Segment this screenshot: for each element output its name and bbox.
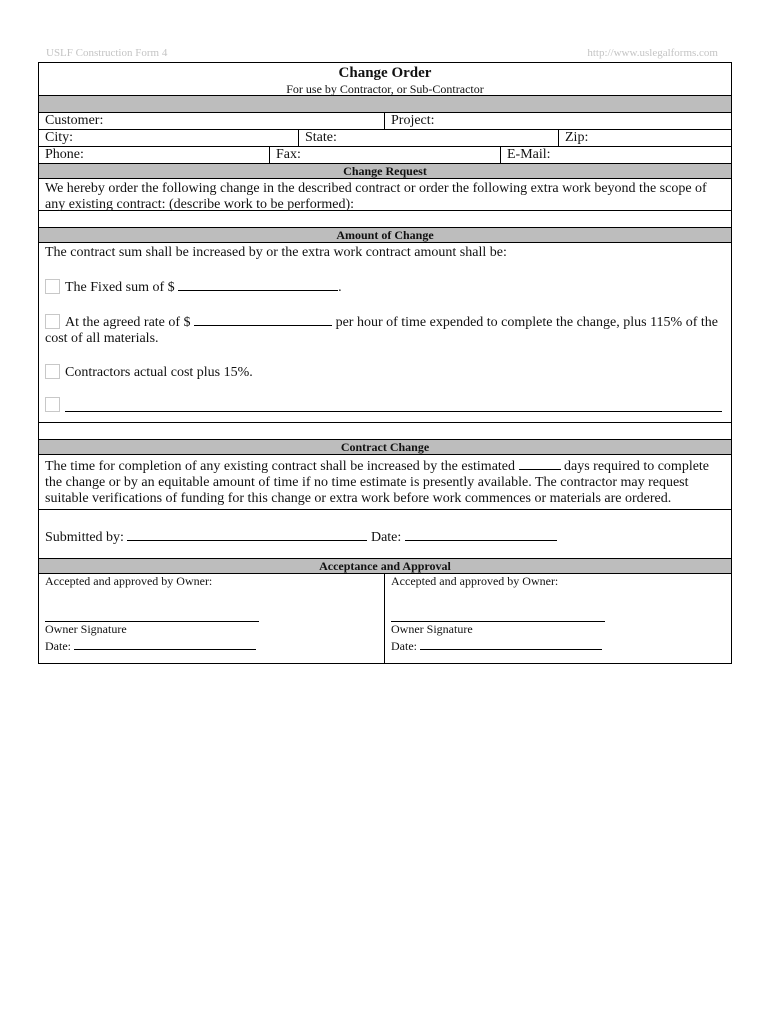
- phone-fax-email-row: [39, 147, 731, 164]
- amount-intro-text: The contract sum shall be increased by or the extra work contract amount shall be:: [45, 245, 507, 260]
- owner-signature-line-left[interactable]: [45, 606, 259, 622]
- change-request-text: We hereby order the following change in the described contract or order the following extra work beyond the scope of any existing contract: (describe work to be performed):: [45, 181, 707, 212]
- customer-project-row: [39, 113, 731, 130]
- acceptance-heading: Acceptance and Approval: [39, 559, 731, 574]
- other-option-blank[interactable]: [65, 399, 722, 412]
- hourly-rate-label: At the agreed rate of $: [65, 315, 191, 330]
- hourly-rate-text-cont: cost of all materials.: [45, 331, 159, 346]
- submitted-by-line: [39, 510, 731, 546]
- contract-change-heading: Contract Change: [39, 440, 731, 455]
- owner-approval-right: [385, 574, 731, 663]
- owner-signature-label-right: Owner Signature: [391, 622, 473, 636]
- form-id-header: USLF Construction Form 4: [46, 47, 168, 59]
- work-description-field[interactable]: [39, 211, 731, 228]
- owner-date-right: [391, 637, 725, 654]
- acceptance-section: [39, 574, 731, 663]
- hourly-rate-option: [39, 313, 731, 347]
- owner-date-left: [45, 637, 378, 654]
- hourly-rate-text: per hour of time expended to complete the change, plus 115% of the: [332, 315, 718, 330]
- submitted-date-label: Date:: [370, 530, 402, 545]
- amount-of-change-heading: Amount of Change: [39, 228, 731, 243]
- owner-approval-left: [39, 574, 385, 663]
- change-request-section: [39, 179, 731, 211]
- fixed-sum-checkbox[interactable]: [45, 279, 60, 294]
- hourly-rate-blank[interactable]: [194, 313, 332, 326]
- owner-date-label-left: Date:: [45, 639, 71, 653]
- contract-change-text-a: The time for completion of any existing contract shall be increased by the estimated: [45, 459, 516, 474]
- owner-date-field-right[interactable]: [420, 637, 602, 650]
- owner-signature-line-right[interactable]: [391, 606, 605, 622]
- title-block: [39, 63, 731, 96]
- city-field[interactable]: City:: [39, 130, 299, 146]
- owner-approval-label-right: Accepted and approved by Owner:: [391, 574, 559, 588]
- blank-row: [39, 423, 731, 440]
- zip-field[interactable]: Zip:: [565, 130, 589, 145]
- project-field[interactable]: Project:: [391, 113, 435, 128]
- contract-change-text-b: days required to complete the change or by an equitable amount of time if no time estimate is presently available. The contractor may request suitable verifications of funding for this change or extra work before work commences or materials are ordered.: [45, 459, 710, 506]
- contract-change-text: [39, 455, 731, 507]
- actual-cost-label: Contractors actual cost plus 15%.: [65, 365, 253, 380]
- submitted-date-field[interactable]: [405, 528, 557, 541]
- amount-of-change-section: [39, 243, 731, 423]
- form-subtitle: For use by Contractor, or Sub-Contractor: [286, 82, 484, 96]
- website-header: http://www.uslegalforms.com: [587, 47, 718, 59]
- other-checkbox[interactable]: [45, 397, 60, 412]
- submitted-by-section: [39, 510, 731, 559]
- hourly-rate-checkbox[interactable]: [45, 314, 60, 329]
- fixed-sum-label: The Fixed sum of $: [65, 280, 175, 295]
- customer-field[interactable]: Customer:: [39, 113, 385, 129]
- owner-date-field-left[interactable]: [74, 637, 256, 650]
- owner-date-label-right: Date:: [391, 639, 417, 653]
- contract-change-section: [39, 455, 731, 510]
- fixed-sum-blank[interactable]: [178, 278, 338, 291]
- change-order-form: [38, 62, 732, 664]
- actual-cost-option: [39, 364, 731, 381]
- email-field[interactable]: E-Mail:: [507, 147, 551, 162]
- city-state-zip-row: [39, 130, 731, 147]
- estimated-days-blank[interactable]: [519, 457, 561, 470]
- submitted-by-label: Submitted by:: [45, 530, 124, 545]
- state-field[interactable]: State:: [299, 130, 559, 146]
- submitted-by-field[interactable]: [127, 528, 367, 541]
- gray-spacer-bar: [39, 96, 731, 113]
- owner-approval-label-left: Accepted and approved by Owner:: [45, 574, 213, 588]
- fixed-sum-option: [39, 278, 731, 296]
- change-request-heading: Change Request: [39, 164, 731, 179]
- fax-field[interactable]: Fax:: [270, 147, 501, 163]
- phone-field[interactable]: Phone:: [39, 147, 270, 163]
- owner-signature-label-left: Owner Signature: [45, 622, 127, 636]
- fixed-sum-period: .: [338, 280, 342, 295]
- actual-cost-checkbox[interactable]: [45, 364, 60, 379]
- other-option: [39, 397, 731, 412]
- form-title: Change Order: [338, 65, 432, 81]
